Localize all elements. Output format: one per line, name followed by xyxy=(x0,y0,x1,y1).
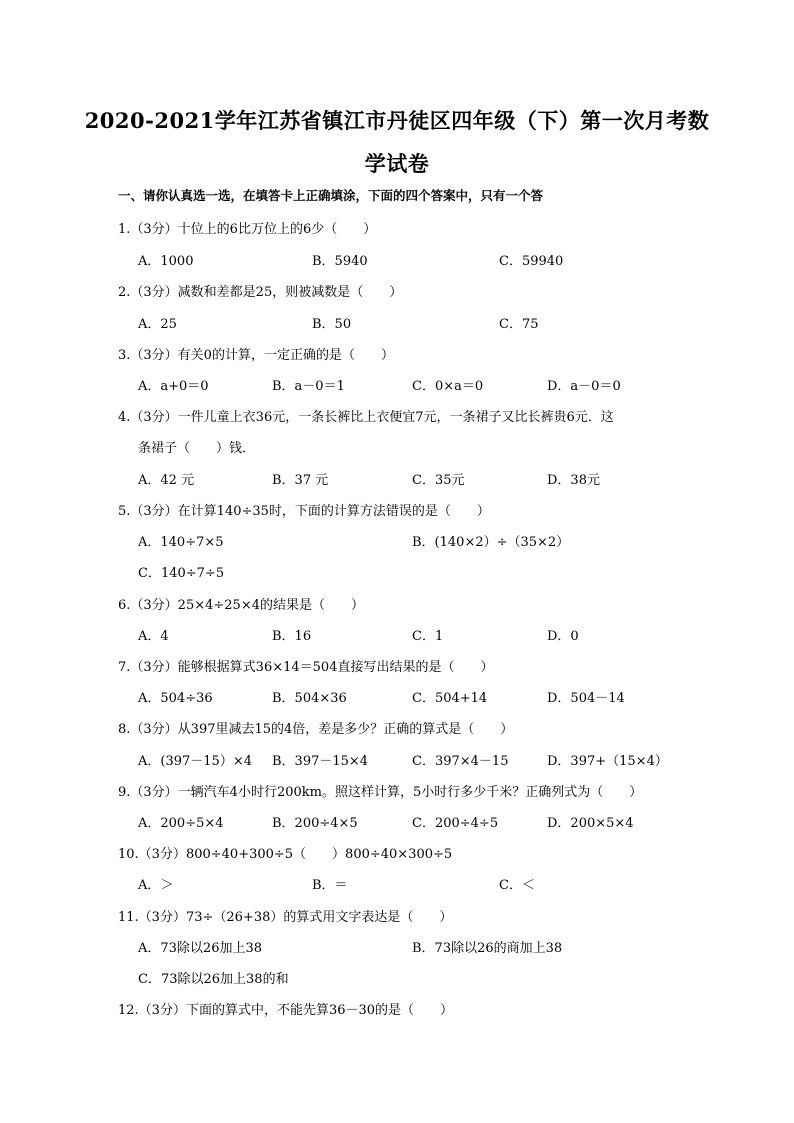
question-1: 1.（3分）十位上的6比万位上的6少（ ） xyxy=(118,222,377,237)
q11-option-b: B．73除以26的商加上38 xyxy=(412,941,563,956)
q4-option-d: D．38元 xyxy=(547,473,600,488)
question-5: 5.（3分）在计算140÷35时，下面的计算方法错误的是（ ） xyxy=(118,504,490,519)
q7-option-c: C．504+14 xyxy=(412,691,488,706)
q5-option-c: C．140÷7÷5 xyxy=(138,566,225,581)
q2-option-a: A．25 xyxy=(138,317,177,332)
q9-option-c: C．200÷4÷5 xyxy=(412,816,499,831)
question-11: 11.（3分）73÷（26+38）的算式用文字表达是（ ） xyxy=(118,910,453,925)
q9-option-a: A．200÷5×4 xyxy=(138,816,224,831)
q2-option-b: B．50 xyxy=(312,317,352,332)
q2-option-c: C．75 xyxy=(499,317,539,332)
q3-option-a: A．a+0＝0 xyxy=(138,379,209,394)
q7-option-d: D．504－14 xyxy=(547,691,625,706)
q3-option-c: C．0×a＝0 xyxy=(412,379,484,394)
q8-option-a: A．(397－15）×4 xyxy=(138,754,252,769)
question-6: 6.（3分）25×4÷25×4的结果是（ ） xyxy=(118,598,364,613)
q10-option-a: A．＞ xyxy=(138,878,174,893)
question-12: 12.（3分）下面的算式中，不能先算36－30的是（ ） xyxy=(118,1003,454,1018)
question-4: 4.（3分）一件儿童上衣36元，一条长裤比上衣便宜7元，一条裙子又比长裤贵6元．这 xyxy=(118,410,614,425)
q4-option-c: C．35元 xyxy=(412,473,465,488)
q6-option-a: A．4 xyxy=(138,629,169,644)
question-4-continued: 条裙子（ ）钱． xyxy=(138,441,256,456)
q7-option-a: A．504÷36 xyxy=(138,691,213,706)
q1-option-b: B．5940 xyxy=(312,254,368,269)
section-heading: 一、请你认真选一选，在填答卡上正确填涂，下面的四个答案中，只有一个答 xyxy=(118,188,544,203)
q3-option-d: D．a－0＝0 xyxy=(547,379,621,394)
exam-title-line2: 学试卷 xyxy=(364,151,430,176)
q3-option-b: B．a－0＝1 xyxy=(272,379,345,394)
question-9: 9.（3分）一辆汽车4小时行200km。照这样计算，5小时行多少千米？正确列式为（ ） xyxy=(118,785,643,800)
q8-option-c: C．397×4－15 xyxy=(412,754,509,769)
q4-option-b: B．37 元 xyxy=(272,473,329,488)
exam-title-line1: 2020-2021学年江苏省镇江市丹徒区四年级（下）第一次月考数 xyxy=(84,108,710,133)
q7-option-b: B．504×36 xyxy=(272,691,347,706)
q5-option-b: B．(140×2）÷（35×2） xyxy=(412,535,570,550)
question-3: 3.（3分）有关0的计算，一定正确的是（ ） xyxy=(118,348,394,363)
q6-option-d: D．0 xyxy=(547,629,579,644)
q8-option-b: B．397－15×4 xyxy=(272,754,369,769)
q6-option-c: C．1 xyxy=(412,629,444,644)
q1-option-c: C．59940 xyxy=(499,254,564,269)
q8-option-d: D．397+（15×4） xyxy=(547,754,668,769)
q10-option-c: C．＜ xyxy=(499,878,535,893)
q10-option-b: B．＝ xyxy=(312,878,348,893)
q5-option-a: A．140÷7×5 xyxy=(138,535,224,550)
q6-option-b: B．16 xyxy=(272,629,312,644)
q11-option-a: A．73除以26加上38 xyxy=(138,941,263,956)
q1-option-a: A．1000 xyxy=(138,254,194,269)
q9-option-d: D．200×5×4 xyxy=(547,816,634,831)
q4-option-a: A．42 元 xyxy=(138,473,195,488)
question-7: 7.（3分）能够根据算式36×14＝504直接写出结果的是（ ） xyxy=(118,660,494,675)
question-10: 10.（3分）800÷40+300÷5（ ）800÷40×300÷5 xyxy=(118,847,453,862)
q11-option-c: C．73除以26加上38的和 xyxy=(138,972,289,987)
q9-option-b: B．200÷4×5 xyxy=(272,816,358,831)
question-2: 2.（3分）减数和差都是25，则被减数是（ ） xyxy=(118,285,403,300)
question-8: 8.（3分）从397里减去15的4倍，差是多少？正确的算式是（ ） xyxy=(118,722,514,737)
